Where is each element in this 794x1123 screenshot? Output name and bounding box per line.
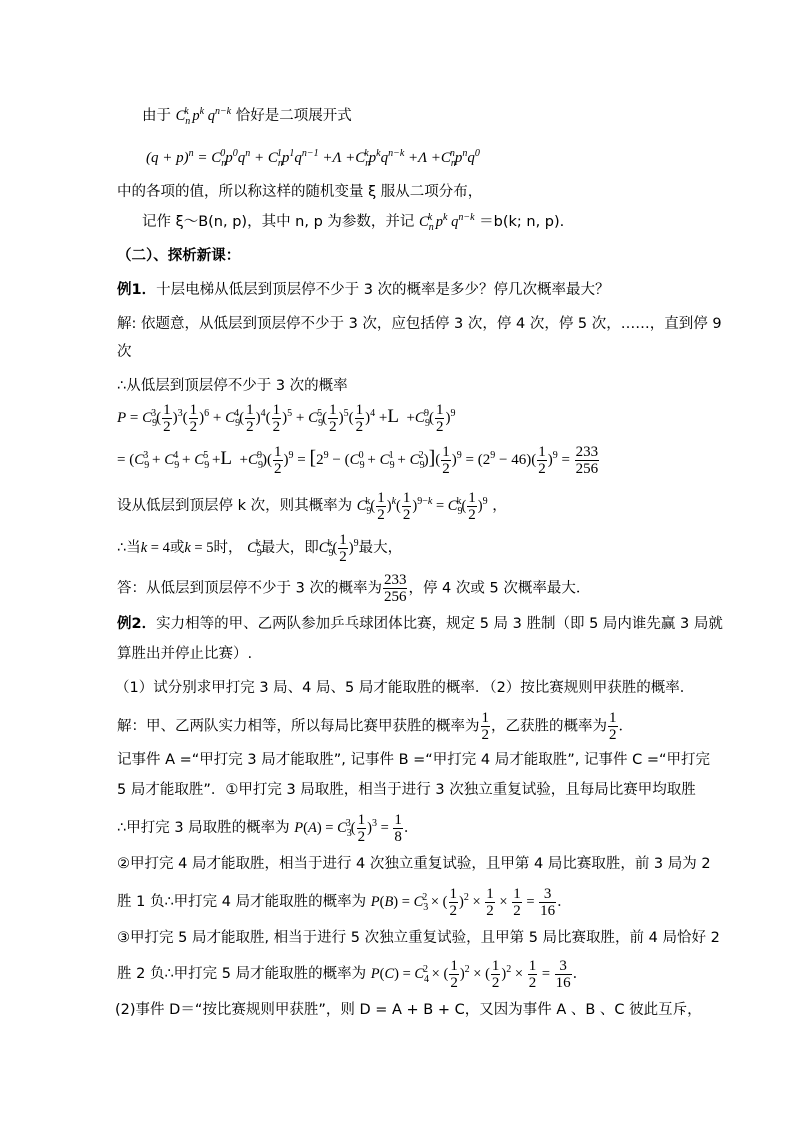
example2-events-1: 记事件 A =“甲打完 3 局才能取胜”, 记事件 B =“甲打完 4 局才能取胜”, 记事件 C =“甲打完 (117, 752, 710, 768)
intro-text: ＝b(k; n, p). (479, 214, 565, 230)
example2-solution-1: 解：甲、乙两队实力相等，所以每局比赛甲获胜的概率为 $\frac{1}{2}$ ，乙获胜的概率为 $\frac{1}{2}$ ． (117, 710, 633, 743)
binomial-expansion: $(q + p)^n = C_n^0p^0q^n + C_n^1p^1q^{n-1} +\Lambda +C_n^kp^kq^{n-k} +\Lambda +C_n^np^nq^0$ (146, 148, 480, 169)
result-numerator: 233 (575, 444, 599, 460)
intro-line-3: 中的各项的值，所以称这样的随机变量 ξ 服从二项分布， (117, 184, 483, 200)
b-prefix: 胜 1 负∴甲打完 4 局才能取胜的概率为 (117, 893, 367, 910)
section-heading: （二）、探析新课： (117, 248, 241, 264)
example1-question (117, 280, 610, 300)
intro-text: 恰好是二项展开式 (235, 108, 352, 124)
answer-numerator: 233 (383, 572, 407, 588)
example2-question-2: 算胜出并停止比赛）. (117, 646, 253, 662)
c-prefix: 胜 2 负∴甲打完 5 局才能取胜的概率为 (117, 965, 367, 982)
set-k-text: 设从低层到顶层停 k 次，则其概率为 (117, 497, 353, 514)
example1-label: 例1． (117, 282, 157, 298)
example1-therefore: ∴从低层到顶层停不少于 3 次的概率 (117, 378, 348, 394)
intro-line-4 (142, 212, 564, 232)
example1-solution-1: 解: 依题意，从低层到顶层停不少于 3 次，应包括停 3 次，停 4 次，停 5 次，……，直到停 9 (117, 316, 722, 332)
when-k-max2: 最大， (358, 539, 403, 556)
example2-b-1: ②甲打完 4 局才能取胜，相当于进行 4 次独立重复试验，且甲第 4 局比赛取胜，前 3 局为 2 (117, 856, 711, 872)
example1-when-k: ∴当k = 4或k = 5时， $C_9^k$最大，即$C_9^k$( $\frac{1}{2}$ )$^9$最大， (117, 532, 403, 565)
example2-d-1: (2)事件 D＝“按比赛规则甲获胜”，则 D = A + B + C，又因为事件 A 、B 、C 彼此互斥， (115, 1002, 702, 1018)
example2-b-2: 胜 1 负∴甲打完 4 局才能取胜的概率为 $P(B) = C_3^2$ × ( $\frac{1}{2}$ )$^2$ × $\frac{1}{2}$ × $\frac{1}{2}$ = $\frac{3}{16}$ ． (117, 886, 572, 919)
example1-answer (117, 572, 590, 605)
intro-line-1 (142, 106, 352, 126)
example2-parts: （1）试分别求甲打完 3 局、4 局、5 局才能取胜的概率．（2）按比赛规则甲获胜的概率． (115, 680, 695, 696)
example2-events-2: 5 局才能取胜”．①甲打完 3 局取胜，相当于进行 3 次独立重复试验，且每局比赛甲均取胜 (117, 782, 696, 798)
example1-solution-2: 次 (117, 344, 132, 360)
example1-formula-p: $P = C_9^3$( $\frac{1}{2}$ )$^3$( $\frac{1}{2}$ )$^6 + C_9^4$( $\frac{1}{2}$ )$^4$( $\frac{1}{2}$ )$^5 + C_9^5$( $\frac{1}{2}$ )$^5$( $\frac{1}{2}$ )$^4 +L +C_9^9$( $\frac{1}{2}$ )$^9$ (117, 402, 456, 435)
example1-set-k: 设从低层到顶层停 k 次，则其概率为 $C_9^k$( $\frac{1}{2}$ )$^k$( $\frac{1}{2}$ )$^{9-k} = C_9^k$( $\frac{1}{2}$ )$^9$ ， (117, 490, 507, 523)
example2-label: 例2． (117, 616, 157, 632)
answer-prefix: 答：从低层到顶层停不少于 3 次的概率为 (117, 580, 382, 597)
example2-c-2: 胜 2 负∴甲打完 5 局才能取胜的概率为 $P(C) = C_4^2$ × ( $\frac{1}{2}$ )$^2$ × ( $\frac{1}{2}$ )$^2$ × $\frac{1}{2}$ = $\frac{3}{16}$ ． (117, 958, 588, 991)
answer-denominator: 256 (383, 589, 407, 605)
sol-prefix: 解：甲、乙两队实力相等，所以每局比赛甲获胜的概率为 (117, 718, 480, 735)
formula-ckn-2: $C_n^k$ $p^k$ $q^{n-k}$ (419, 212, 475, 233)
pa-prefix: ∴甲打完 3 局取胜的概率为 (117, 819, 290, 836)
when-k-mid: 时， (213, 539, 243, 556)
formula-ckn: $C_n^k$ $p^k$ $q^{n-k}$ (175, 106, 232, 127)
sol-mid: ，乙获胜的概率为 (491, 718, 607, 735)
example1-question-text: 十层电梯从低层到顶层停不少于 3 次的概率是多少？停几次概率最大？ (156, 282, 610, 298)
example1-formula-sum: = $(C_9^3 + C_9^4 + C_9^5 +L +C_9^9)$( $\frac{1}{2}$ )$^9 = [2^9 - (C_9^0 + C_9^1 + C_9^2)]$( $\frac{1}{2}$ )$^9 = (2^9 - 46)$( $\frac{1}{2}$ )$^9$ = $\frac{233}{256}$ (117, 444, 599, 477)
intro-text: 记作 ξ～B(n, p)，其中 n, p 为参数，并记 (142, 214, 415, 230)
answer-suffix: ，停 4 次或 5 次概率最大． (408, 580, 591, 597)
example2-question-1 (117, 614, 723, 634)
example2-c-1: ③甲打完 5 局才能取胜, 相当于进行 5 次独立重复试验，且甲第 5 局比赛取胜，前 4 局恰好 2 (117, 930, 720, 946)
intro-text: 由于 (142, 108, 171, 124)
when-k-max1: 最大，即 (260, 539, 319, 556)
when-k-prefix: ∴当 (117, 539, 141, 556)
example2-pa: ∴甲打完 3 局取胜的概率为 $P(A) = C_3^3$( $\frac{1}{2}$ )$^3$ = $\frac{1}{8}$ ． (117, 812, 419, 845)
example2-question-text: 实力相等的甲、乙两队参加乒乓球团体比赛，规定 5 局 3 胜制（即 5 局内谁先赢 3 局就 (156, 616, 723, 632)
result-denominator: 256 (575, 461, 599, 477)
